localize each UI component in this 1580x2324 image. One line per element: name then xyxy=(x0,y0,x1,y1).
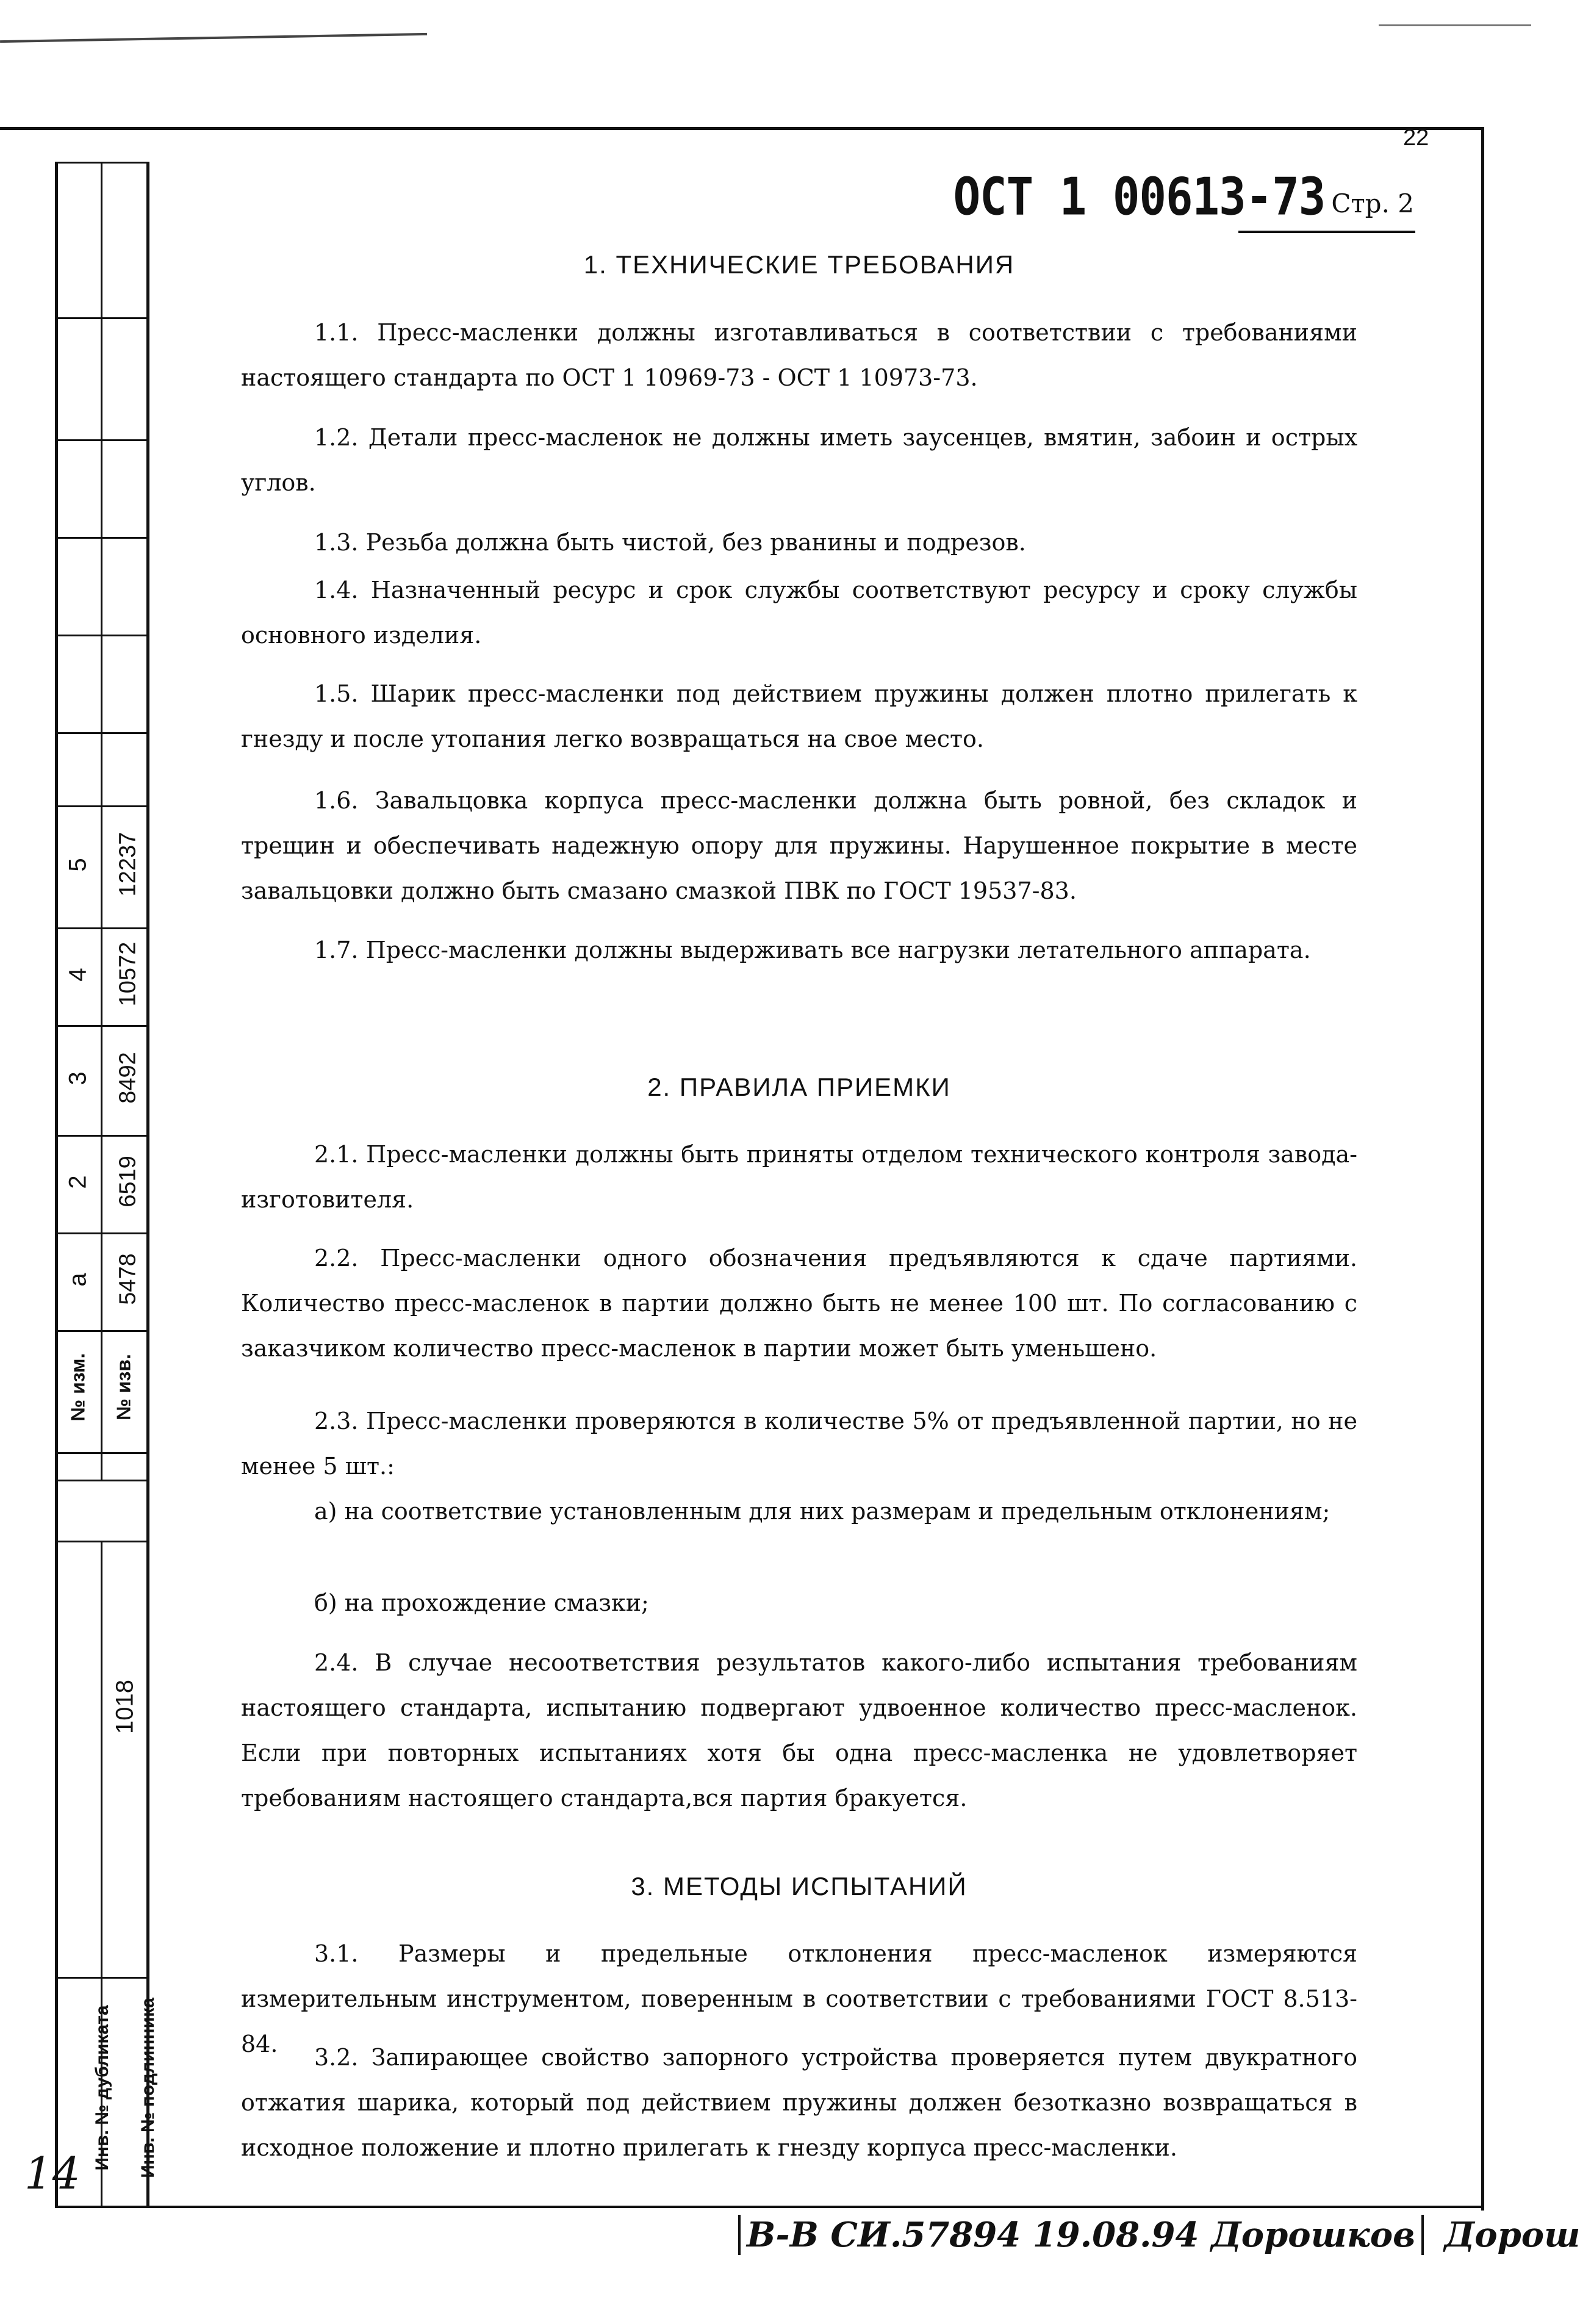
margin-lower-rule xyxy=(55,1977,149,1979)
scan-mark-top-left xyxy=(0,33,427,43)
paragraph-1-3: 1.3. Резьба должна быть чистой, без рванины и подрезов. xyxy=(314,529,1026,556)
corner-handwritten-mark: 14 xyxy=(24,2148,81,2199)
change-number: 10572 xyxy=(115,941,141,1007)
change-label: 3 xyxy=(64,1071,92,1085)
change-label: 4 xyxy=(64,968,92,982)
izm-header: № изм. xyxy=(66,1353,89,1422)
paragraph-3-2: 3.2. Запирающее свойство запорного устройства проверяется путем двукратного отжатия шарика, который под действием пружины должен безотказно возвращаться в исходное положение и плотно прилегать к гнезду корпуса пресс-масленки. xyxy=(241,2044,1357,2161)
stamp-signature: Дорош xyxy=(1444,2215,1580,2255)
paragraph-1-6: 1.6. Завальцовка корпуса пресс-масленки должна быть ровной, без складок и трещин и обеспечивать надежную опору для пружины. Нарушенное покрытие в месте завальцовки должно быть смазано смазкой ПВК по ГОСТ 19537-83. xyxy=(241,787,1357,904)
frame-right-border xyxy=(1481,127,1484,2211)
frame-margin-top xyxy=(55,162,149,164)
section-2-title: 2. ПРАВИЛА ПРИЕМКИ xyxy=(647,1073,951,1101)
paragraph-1-7: 1.7. Пресс-масленки должны выдерживать все нагрузки летательного аппарата. xyxy=(314,937,1311,963)
scan-mark-top-right xyxy=(1379,24,1531,26)
izv-header: № изв. xyxy=(112,1354,135,1420)
change-number: 5478 xyxy=(115,1253,141,1305)
stamp-text: В-В СИ.57894 19.08.94 Дорошков xyxy=(738,2215,1424,2255)
paragraph-2-2: 2.2. Пресс-масленки одного обозначения предъявляются к сдаче партиями. Количество пресс-масленок в партии должно быть не менее 100 шт. По согласованию с заказчиком количество пресс-масленок в партии может быть уменьшено. xyxy=(241,1245,1357,1362)
paragraph-2-1: 2.1. Пресс-масленки должны быть приняты отделом технического контроля завода-изготовителя. xyxy=(241,1141,1357,1213)
paragraph-1-4: 1.4. Назначенный ресурс и срок службы соответствуют ресурсу и сроку службы основного изделия. xyxy=(241,577,1357,649)
inv-original-value: 1018 xyxy=(111,1680,138,1734)
change-number: 8492 xyxy=(115,1052,141,1104)
frame-top-rule xyxy=(0,127,1482,130)
frame-margin-divider xyxy=(101,162,102,1480)
header-underline xyxy=(1238,231,1415,233)
inv-original-label: Инв. № подлинника xyxy=(138,1998,158,2178)
change-number: 6519 xyxy=(115,1156,141,1207)
paragraph-2-3-a: а) на соответствие установленным для них размерам и предельным отклонениям; xyxy=(314,1498,1330,1525)
section-3-title: 3. МЕТОДЫ ИСПЫТАНИЙ xyxy=(631,1872,968,1901)
document-header xyxy=(953,167,1414,228)
paragraph-2-3: 2.3. Пресс-масленки проверяются в количестве 5% от предъявленной партии, но не менее 5 шт.: xyxy=(241,1408,1357,1480)
page-number: 22 xyxy=(1403,125,1429,151)
paragraph-2-4: 2.4. В случае несоответствия результатов какого-либо испытания требованиям настоящего стандарта, испытанию подвергают удвоенное количество пресс-масленок. Если при повторных испытаниях хотя бы одна пресс-масленка не удовлетворяет требованиям настоящего стандарта,вся партия бракуется. xyxy=(241,1649,1357,1811)
change-label: 5 xyxy=(64,858,92,872)
inv-duplicate-label: Инв. № дубликата xyxy=(92,2005,112,2171)
page-label: Стр. 2 xyxy=(1331,189,1414,218)
frame-left-border xyxy=(55,162,58,2207)
paragraph-2-3-b: б) на прохождение смазки; xyxy=(314,1589,649,1616)
change-number: 12237 xyxy=(115,832,141,897)
document-code: ОСТ 1 00613-73 xyxy=(953,167,1326,228)
change-label: 2 xyxy=(64,1175,92,1189)
paragraph-3-1: 3.1. Размеры и предельные отклонения пресс-масленок измеряются измерительным инструментом, поверенным в соответствии с требованиями ГОСТ 8.513-84. xyxy=(241,1940,1357,2057)
change-label: а xyxy=(64,1273,92,1287)
paragraph-1-1: 1.1. Пресс-масленки должны изготавливаться в соответствии с требованиями настоящего стандарта по ОСТ 1 10969-73 - ОСТ 1 10973-73. xyxy=(241,319,1357,391)
registration-stamp xyxy=(738,2215,1580,2255)
frame-inner-border xyxy=(146,162,149,2207)
frame-bottom-border xyxy=(55,2206,1484,2208)
section-1-title: 1. ТЕХНИЧЕСКИЕ ТРЕБОВАНИЯ xyxy=(583,250,1015,279)
paragraph-1-5: 1.5. Шарик пресс-масленки под действием пружины должен плотно прилегать к гнезду и после утопания легко возвращаться на свое место. xyxy=(241,680,1357,752)
paragraph-1-2: 1.2. Детали пресс-масленок не должны иметь заусенцев, вмятин, забоин и острых углов. xyxy=(241,424,1357,496)
